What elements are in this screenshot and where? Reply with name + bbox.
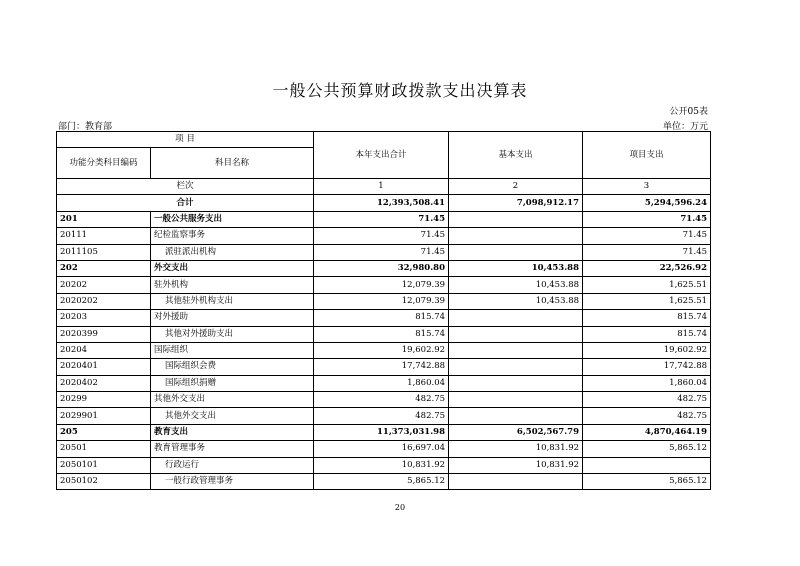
table-row bbox=[57, 228, 711, 244]
row-code-cell: 20202 bbox=[57, 277, 151, 293]
row-project-cell: 482.75 bbox=[583, 392, 711, 408]
row-basic-cell: 10,453.88 bbox=[449, 277, 583, 293]
row-basic-cell bbox=[449, 326, 583, 342]
row-basic-cell bbox=[449, 359, 583, 375]
row-code-cell: 20203 bbox=[57, 310, 151, 326]
row-basic-cell bbox=[449, 244, 583, 260]
row-project-cell: 71.45 bbox=[583, 244, 711, 260]
row-basic-cell: 10,453.88 bbox=[449, 293, 583, 309]
table-row bbox=[57, 359, 711, 375]
row-basic-cell bbox=[449, 228, 583, 244]
total-sum-value: 12,393,508.41 bbox=[314, 195, 449, 211]
row-name-cell: 一般行政管理事务 bbox=[151, 474, 314, 490]
row-name-cell: 外交支出 bbox=[151, 260, 314, 276]
row-project-cell: 815.74 bbox=[583, 326, 711, 342]
column-index-row bbox=[57, 179, 711, 195]
row-code-cell: 20299 bbox=[57, 392, 151, 408]
basic-column-header: 基本支出 bbox=[449, 132, 583, 179]
row-code-cell: 20501 bbox=[57, 441, 151, 457]
row-total-cell: 482.75 bbox=[314, 408, 449, 424]
row-total-cell: 71.45 bbox=[314, 228, 449, 244]
row-project-cell: 71.45 bbox=[583, 211, 711, 227]
row-basic-cell bbox=[449, 392, 583, 408]
total-label: 合计 bbox=[57, 195, 314, 211]
report-title: 一般公共预算财政拨款支出决算表 bbox=[272, 81, 528, 100]
row-code-cell: 2029901 bbox=[57, 408, 151, 424]
row-project-cell: 5,865.12 bbox=[583, 474, 711, 490]
row-project-cell: 1,625.51 bbox=[583, 293, 711, 309]
row-basic-cell bbox=[449, 342, 583, 358]
column-index-1: 1 bbox=[314, 179, 449, 195]
table-row bbox=[57, 375, 711, 391]
row-project-cell: 71.45 bbox=[583, 228, 711, 244]
name-column-header: 科目名称 bbox=[151, 148, 314, 179]
row-code-cell: 2020402 bbox=[57, 375, 151, 391]
row-total-cell: 71.45 bbox=[314, 244, 449, 260]
department-label: 部门：教育部 bbox=[58, 122, 113, 132]
row-basic-cell bbox=[449, 408, 583, 424]
row-total-cell: 16,697.04 bbox=[314, 441, 449, 457]
total-row bbox=[57, 195, 711, 211]
row-project-cell: 1,860.04 bbox=[583, 375, 711, 391]
row-basic-cell: 10,831.92 bbox=[449, 457, 583, 473]
row-name-cell: 其他外交支出 bbox=[151, 392, 314, 408]
row-code-cell: 2020401 bbox=[57, 359, 151, 375]
row-project-cell: 22,526.92 bbox=[583, 260, 711, 276]
row-name-cell: 驻外机构 bbox=[151, 277, 314, 293]
row-total-cell: 5,865.12 bbox=[314, 474, 449, 490]
row-basic-cell: 10,831.92 bbox=[449, 441, 583, 457]
row-code-cell: 2011105 bbox=[57, 244, 151, 260]
table-row bbox=[57, 260, 711, 276]
row-project-cell: 815.74 bbox=[583, 310, 711, 326]
row-index-label: 栏次 bbox=[57, 179, 314, 195]
row-basic-cell: 6,502,567.79 bbox=[449, 424, 583, 440]
row-total-cell: 482.75 bbox=[314, 392, 449, 408]
row-total-cell: 71.45 bbox=[314, 211, 449, 227]
row-name-cell: 国际组织捐赠 bbox=[151, 375, 314, 391]
table-row bbox=[57, 424, 711, 440]
table-row bbox=[57, 244, 711, 260]
row-total-cell: 10,831.92 bbox=[314, 457, 449, 473]
row-code-cell: 20111 bbox=[57, 228, 151, 244]
item-group-header: 项 目 bbox=[57, 132, 314, 148]
row-name-cell: 教育管理事务 bbox=[151, 441, 314, 457]
row-total-cell: 12,079.39 bbox=[314, 293, 449, 309]
unit-label: 单位：万元 bbox=[662, 122, 708, 132]
row-project-cell: 17,742.88 bbox=[583, 359, 711, 375]
table-row bbox=[57, 441, 711, 457]
header-row-1 bbox=[57, 132, 711, 148]
row-basic-cell: 10,453.88 bbox=[449, 260, 583, 276]
row-basic-cell bbox=[449, 310, 583, 326]
row-name-cell: 国际组织 bbox=[151, 342, 314, 358]
page-number: 20 bbox=[394, 503, 406, 512]
row-name-cell: 纪检监察事务 bbox=[151, 228, 314, 244]
project-column-header: 项目支出 bbox=[583, 132, 711, 179]
total-basic-value: 7,098,912.17 bbox=[449, 195, 583, 211]
code-column-header: 功能分类科目编码 bbox=[57, 148, 151, 179]
row-name-cell: 教育支出 bbox=[151, 424, 314, 440]
row-project-cell: 5,865.12 bbox=[583, 441, 711, 457]
table-row bbox=[57, 342, 711, 358]
table-row bbox=[57, 310, 711, 326]
total-project-value: 5,294,596.24 bbox=[583, 195, 711, 211]
row-code-cell: 202 bbox=[57, 260, 151, 276]
row-name-cell: 行政运行 bbox=[151, 457, 314, 473]
row-total-cell: 19,602.92 bbox=[314, 342, 449, 358]
total-column-header: 本年支出合计 bbox=[314, 132, 449, 179]
row-total-cell: 11,373,031.98 bbox=[314, 424, 449, 440]
table-row bbox=[57, 277, 711, 293]
table-row bbox=[57, 408, 711, 424]
table-row bbox=[57, 293, 711, 309]
row-code-cell: 20204 bbox=[57, 342, 151, 358]
row-project-cell bbox=[583, 457, 711, 473]
row-project-cell: 19,602.92 bbox=[583, 342, 711, 358]
row-project-cell: 482.75 bbox=[583, 408, 711, 424]
row-basic-cell bbox=[449, 211, 583, 227]
row-total-cell: 815.74 bbox=[314, 326, 449, 342]
row-name-cell: 派驻派出机构 bbox=[151, 244, 314, 260]
table-row bbox=[57, 474, 711, 490]
row-basic-cell bbox=[449, 474, 583, 490]
row-code-cell: 2050101 bbox=[57, 457, 151, 473]
row-name-cell: 其他驻外机构支出 bbox=[151, 293, 314, 309]
row-code-cell: 205 bbox=[57, 424, 151, 440]
row-code-cell: 2020202 bbox=[57, 293, 151, 309]
row-total-cell: 1,860.04 bbox=[314, 375, 449, 391]
row-basic-cell bbox=[449, 375, 583, 391]
row-name-cell: 其他对外援助支出 bbox=[151, 326, 314, 342]
row-name-cell: 其他外交支出 bbox=[151, 408, 314, 424]
row-name-cell: 一般公共服务支出 bbox=[151, 211, 314, 227]
table-row bbox=[57, 392, 711, 408]
row-total-cell: 17,742.88 bbox=[314, 359, 449, 375]
row-code-cell: 2050102 bbox=[57, 474, 151, 490]
column-index-3: 3 bbox=[583, 179, 711, 195]
row-total-cell: 815.74 bbox=[314, 310, 449, 326]
row-code-cell: 2020399 bbox=[57, 326, 151, 342]
row-code-cell: 201 bbox=[57, 211, 151, 227]
row-project-cell: 4,870,464.19 bbox=[583, 424, 711, 440]
table-row bbox=[57, 211, 711, 227]
row-name-cell: 对外援助 bbox=[151, 310, 314, 326]
row-project-cell: 1,625.51 bbox=[583, 277, 711, 293]
table-row bbox=[57, 457, 711, 473]
row-total-cell: 12,079.39 bbox=[314, 277, 449, 293]
row-name-cell: 国际组织会费 bbox=[151, 359, 314, 375]
expenditure-table bbox=[56, 131, 711, 490]
form-number: 公开05表 bbox=[669, 107, 708, 117]
table-row bbox=[57, 326, 711, 342]
row-total-cell: 32,980.80 bbox=[314, 260, 449, 276]
column-index-2: 2 bbox=[449, 179, 583, 195]
